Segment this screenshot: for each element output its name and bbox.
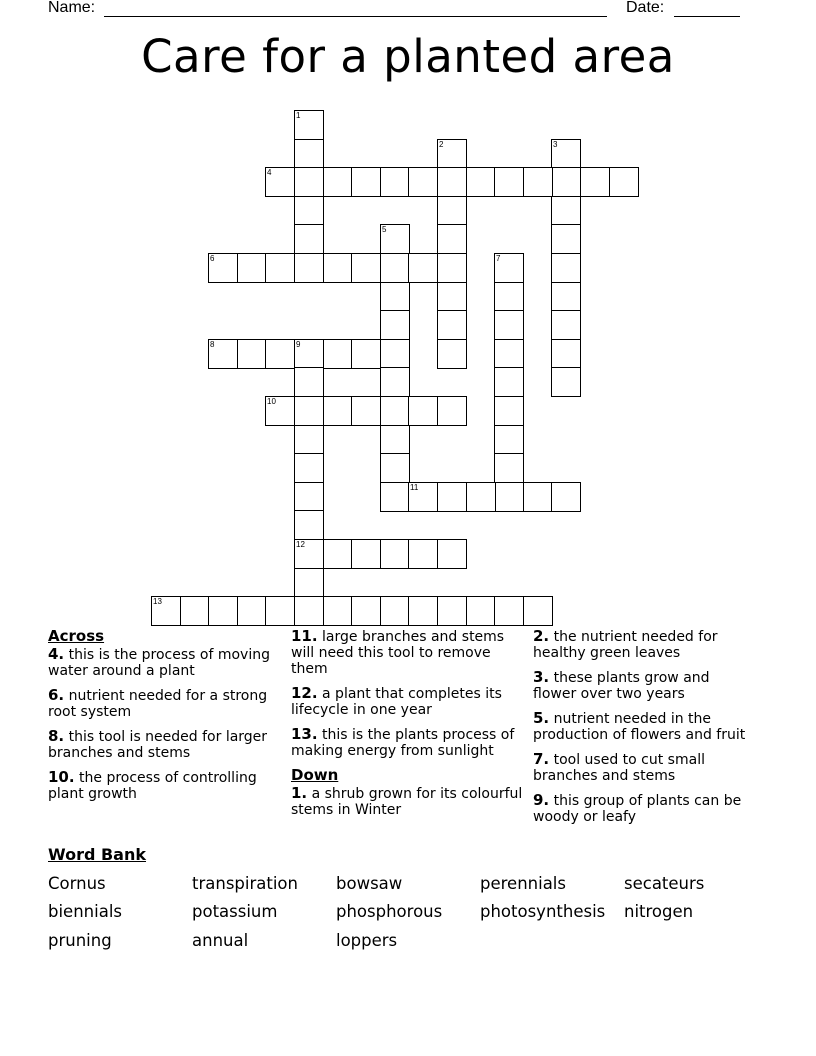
clue-text: tool used to cut small branches and stems bbox=[533, 752, 705, 784]
down-heading: Down bbox=[291, 766, 339, 784]
crossword-cell[interactable] bbox=[551, 367, 581, 397]
name-label: Name: bbox=[48, 0, 96, 16]
crossword-cell[interactable] bbox=[380, 167, 410, 197]
clue-across-8 bbox=[48, 728, 270, 761]
crossword-cell[interactable] bbox=[551, 167, 581, 197]
crossword-cell[interactable] bbox=[437, 396, 467, 426]
crossword-cell[interactable] bbox=[408, 596, 438, 626]
clue-number: 2. bbox=[533, 627, 550, 645]
crossword-cell[interactable] bbox=[265, 396, 295, 426]
crossword-cell[interactable] bbox=[351, 167, 381, 197]
word-bank-item: loppers bbox=[336, 931, 398, 950]
clue-number: 3. bbox=[533, 668, 550, 686]
clue-across-12 bbox=[291, 685, 523, 718]
word-bank-item: perennials bbox=[480, 874, 566, 893]
clue-text: the nutrient needed for healthy green leaves bbox=[533, 629, 718, 661]
word-bank-item: Cornus bbox=[48, 874, 106, 893]
crossword-cell[interactable] bbox=[294, 196, 324, 226]
crossword-cell[interactable] bbox=[294, 253, 324, 283]
crossword-cell[interactable] bbox=[523, 596, 553, 626]
across-heading: Across bbox=[48, 627, 105, 645]
word-bank-item: phosphorous bbox=[336, 902, 443, 921]
crossword-cell[interactable] bbox=[323, 596, 353, 626]
clue-number: 12. bbox=[291, 684, 318, 702]
crossword-cell[interactable] bbox=[551, 196, 581, 226]
crossword-cell[interactable] bbox=[494, 367, 524, 397]
word-bank-item: photosynthesis bbox=[480, 902, 606, 921]
clue-text: large branches and stems will need this tool to remove them bbox=[291, 629, 505, 677]
date-label: Date: bbox=[626, 0, 665, 16]
cell-number: 3 bbox=[553, 140, 558, 149]
crossword-cell[interactable] bbox=[294, 224, 324, 254]
clue-across-11 bbox=[291, 628, 523, 677]
clue-text: this tool is needed for larger branches and stems bbox=[48, 729, 268, 761]
word-bank-item: biennials bbox=[48, 902, 123, 921]
crossword-cell[interactable] bbox=[380, 396, 410, 426]
cell-number: 13 bbox=[153, 597, 162, 606]
crossword-cell[interactable] bbox=[437, 167, 467, 197]
word-bank-item: secateurs bbox=[624, 874, 705, 893]
cell-number: 8 bbox=[210, 340, 215, 349]
crossword-cell[interactable] bbox=[265, 339, 295, 369]
word-bank-title: Word Bank bbox=[48, 845, 147, 864]
crossword-cell[interactable] bbox=[408, 396, 438, 426]
crossword-cell[interactable] bbox=[294, 568, 324, 598]
word-bank-item: transpiration bbox=[192, 874, 298, 893]
crossword-cell[interactable] bbox=[294, 167, 324, 197]
clue-across-13 bbox=[291, 726, 523, 759]
crossword-cell[interactable] bbox=[351, 539, 381, 569]
crossword-cell[interactable] bbox=[466, 596, 496, 626]
word-bank-item: potassium bbox=[192, 902, 278, 921]
crossword-cell[interactable] bbox=[437, 310, 467, 340]
crossword-cell[interactable] bbox=[551, 310, 581, 340]
crossword-cell[interactable] bbox=[237, 596, 267, 626]
clue-down-1 bbox=[291, 785, 523, 818]
cell-number: 4 bbox=[267, 168, 272, 177]
cell-number: 10 bbox=[267, 397, 276, 406]
crossword-cell[interactable] bbox=[323, 539, 353, 569]
crossword-cell[interactable] bbox=[380, 539, 410, 569]
crossword-cell[interactable] bbox=[466, 482, 496, 512]
clue-across-4 bbox=[48, 646, 270, 679]
crossword-cell[interactable] bbox=[494, 596, 524, 626]
clue-text: this is the process of moving water around a plant bbox=[48, 647, 270, 679]
crossword-cell[interactable] bbox=[351, 253, 381, 283]
clue-number: 10. bbox=[48, 768, 75, 786]
crossword-cell[interactable] bbox=[437, 482, 467, 512]
crossword-cell[interactable] bbox=[551, 282, 581, 312]
crossword-cell[interactable] bbox=[323, 253, 353, 283]
cell-number: 7 bbox=[496, 254, 501, 263]
crossword-cell[interactable] bbox=[408, 539, 438, 569]
crossword-cell[interactable] bbox=[208, 596, 238, 626]
crossword-cell[interactable] bbox=[323, 396, 353, 426]
clue-number: 4. bbox=[48, 645, 65, 663]
crossword-cell[interactable] bbox=[380, 367, 410, 397]
clue-down-7 bbox=[533, 751, 748, 784]
crossword-cell[interactable] bbox=[437, 139, 467, 169]
clue-number: 9. bbox=[533, 791, 550, 809]
clue-text: nutrient needed in the production of flowers and fruit bbox=[533, 711, 746, 743]
clue-column-1 bbox=[48, 628, 270, 810]
cell-number: 2 bbox=[439, 140, 444, 149]
clue-number: 11. bbox=[291, 627, 318, 645]
clue-text: a shrub grown for its colourful stems in Winter bbox=[291, 786, 523, 818]
crossword-cell[interactable] bbox=[237, 339, 267, 369]
crossword-cell[interactable] bbox=[551, 224, 581, 254]
crossword-cell[interactable] bbox=[494, 482, 524, 512]
crossword-cell[interactable] bbox=[351, 596, 381, 626]
crossword-cell[interactable] bbox=[294, 510, 324, 540]
crossword-cell[interactable] bbox=[494, 310, 524, 340]
crossword-cell[interactable] bbox=[294, 453, 324, 483]
crossword-cell[interactable] bbox=[437, 196, 467, 226]
crossword-cell[interactable] bbox=[408, 482, 438, 512]
crossword-cell[interactable] bbox=[265, 596, 295, 626]
clue-text: this is the plants process of making energy from sunlight bbox=[291, 727, 515, 759]
crossword-cell[interactable] bbox=[523, 482, 553, 512]
clue-across-10 bbox=[48, 769, 270, 802]
crossword-cell[interactable] bbox=[380, 224, 410, 254]
crossword-cell[interactable] bbox=[609, 167, 639, 197]
crossword-cell[interactable] bbox=[380, 339, 410, 369]
crossword-cell[interactable] bbox=[437, 224, 467, 254]
crossword-cell[interactable] bbox=[494, 167, 524, 197]
clue-text: the process of controlling plant growth bbox=[48, 770, 257, 802]
crossword-cell[interactable] bbox=[494, 339, 524, 369]
crossword-cell[interactable] bbox=[408, 253, 438, 283]
crossword-cell[interactable] bbox=[494, 425, 524, 455]
crossword-cell[interactable] bbox=[294, 367, 324, 397]
crossword-cell[interactable] bbox=[380, 282, 410, 312]
crossword-cell[interactable] bbox=[466, 167, 496, 197]
crossword-cell[interactable] bbox=[294, 425, 324, 455]
cell-number: 5 bbox=[382, 225, 387, 234]
crossword-cell[interactable] bbox=[294, 539, 324, 569]
cell-number: 9 bbox=[296, 340, 301, 349]
crossword-cell[interactable] bbox=[437, 596, 467, 626]
crossword-cell[interactable] bbox=[551, 139, 581, 169]
crossword-cell[interactable] bbox=[523, 167, 553, 197]
crossword-cell[interactable] bbox=[437, 539, 467, 569]
crossword-cell[interactable] bbox=[408, 167, 438, 197]
word-bank-item: annual bbox=[192, 931, 249, 950]
crossword-cell[interactable] bbox=[551, 339, 581, 369]
crossword-cell[interactable] bbox=[437, 282, 467, 312]
clue-column-2 bbox=[291, 628, 523, 826]
cell-number: 11 bbox=[410, 483, 419, 492]
clue-across-6 bbox=[48, 687, 270, 720]
crossword-cell[interactable] bbox=[494, 253, 524, 283]
clue-text: nutrient needed for a strong root system bbox=[48, 688, 268, 720]
crossword-cell[interactable] bbox=[294, 482, 324, 512]
crossword-cell[interactable] bbox=[208, 339, 238, 369]
crossword-cell[interactable] bbox=[380, 425, 410, 455]
clue-text: these plants grow and flower over two years bbox=[533, 670, 710, 702]
crossword-cell[interactable] bbox=[494, 282, 524, 312]
crossword-cell[interactable] bbox=[380, 310, 410, 340]
crossword-cell[interactable] bbox=[551, 482, 581, 512]
clue-text: a plant that completes its lifecycle in one year bbox=[291, 686, 502, 718]
crossword-cell[interactable] bbox=[494, 453, 524, 483]
clue-down-9 bbox=[533, 792, 748, 825]
crossword-cell[interactable] bbox=[237, 253, 267, 283]
crossword-cell[interactable] bbox=[380, 596, 410, 626]
crossword-cell[interactable] bbox=[294, 339, 324, 369]
cell-number: 12 bbox=[296, 540, 305, 549]
crossword-cell[interactable] bbox=[294, 396, 324, 426]
clue-down-3 bbox=[533, 669, 748, 702]
clue-down-2 bbox=[533, 628, 748, 661]
crossword-cell[interactable] bbox=[294, 139, 324, 169]
crossword-cell[interactable] bbox=[323, 167, 353, 197]
clue-number: 8. bbox=[48, 727, 65, 745]
crossword-cell[interactable] bbox=[380, 253, 410, 283]
crossword-cell[interactable] bbox=[265, 253, 295, 283]
clue-number: 5. bbox=[533, 709, 550, 727]
crossword-cell[interactable] bbox=[351, 339, 381, 369]
clue-number: 1. bbox=[291, 784, 308, 802]
crossword-cell[interactable] bbox=[437, 339, 467, 369]
crossword-cell[interactable] bbox=[208, 253, 238, 283]
word-bank-item: pruning bbox=[48, 931, 112, 950]
crossword-cell[interactable] bbox=[437, 253, 467, 283]
crossword-cell[interactable] bbox=[265, 167, 295, 197]
crossword-cell[interactable] bbox=[323, 339, 353, 369]
crossword-cell[interactable] bbox=[580, 167, 610, 197]
clue-number: 7. bbox=[533, 750, 550, 768]
crossword-cell[interactable] bbox=[351, 396, 381, 426]
cell-number: 6 bbox=[210, 254, 215, 263]
crossword-cell[interactable] bbox=[380, 453, 410, 483]
word-bank-item: nitrogen bbox=[624, 902, 694, 921]
clue-number: 6. bbox=[48, 686, 65, 704]
crossword-cell[interactable] bbox=[494, 396, 524, 426]
clue-text: this group of plants can be woody or leafy bbox=[533, 793, 742, 825]
clue-column-3 bbox=[533, 628, 748, 833]
crossword-cell[interactable] bbox=[180, 596, 210, 626]
crossword-cell[interactable] bbox=[294, 110, 324, 140]
word-bank-item: bowsaw bbox=[336, 874, 403, 893]
crossword-cell[interactable] bbox=[551, 253, 581, 283]
crossword-cell[interactable] bbox=[151, 596, 181, 626]
crossword-cell[interactable] bbox=[380, 482, 410, 512]
cell-number: 1 bbox=[296, 111, 301, 120]
clue-down-5 bbox=[533, 710, 748, 743]
clue-number: 13. bbox=[291, 725, 318, 743]
crossword-cell[interactable] bbox=[294, 596, 324, 626]
page-title: Care for a planted area bbox=[141, 30, 675, 83]
